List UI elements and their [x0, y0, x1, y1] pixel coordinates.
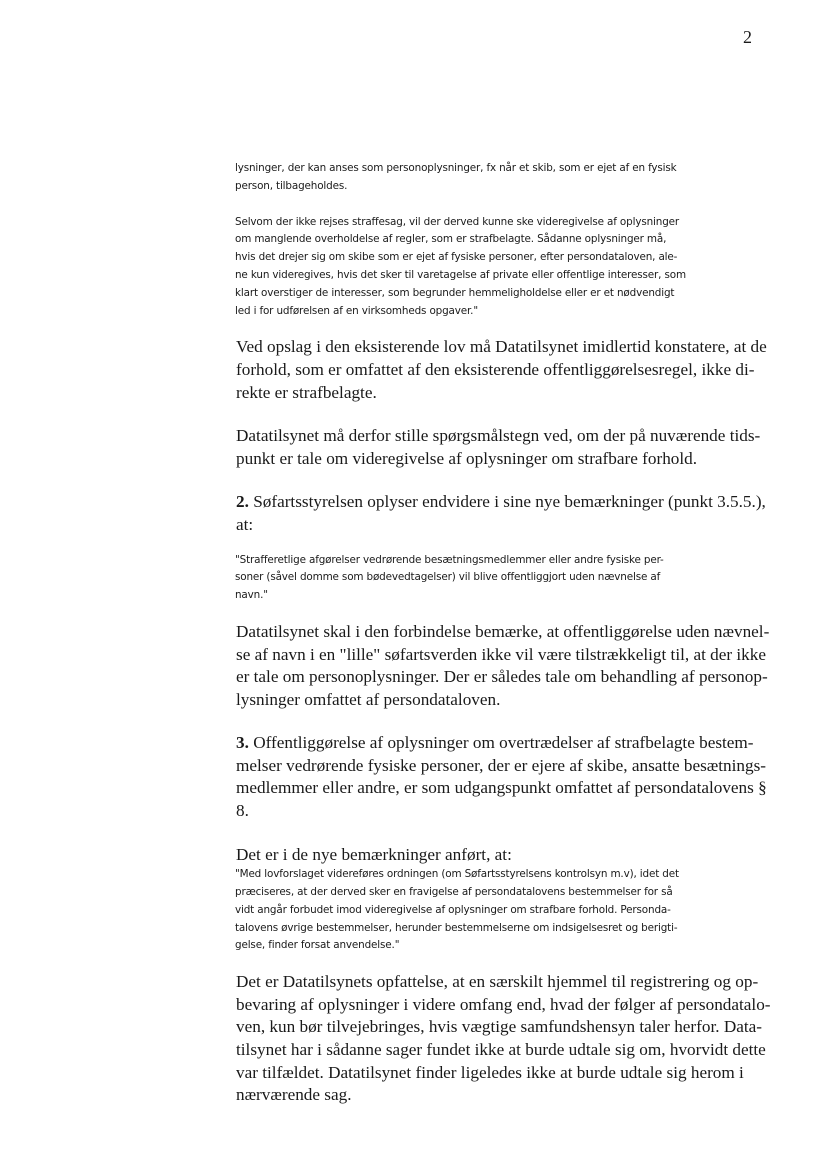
text-line: talovens øvrige bestemmelser, herunder bestemmelserne om indsigelsesret og berigti- [235, 921, 678, 934]
text-run: Søfartsstyrelsen oplyser endvidere i sine nye bemærkninger (punkt 3.5.5.), [248, 492, 766, 512]
text-line: rekte er strafbelagte. [236, 382, 377, 402]
text-line: melser vedrørende fysiske personer, der er ejere af skibe, ansatte besætnings- [236, 755, 767, 775]
text-line: forhold, som er omfattet af den eksisterende offentliggørelsesregel, ikke di- [236, 359, 755, 379]
paragraph-point-2 [236, 491, 766, 536]
text-line: led i for udførelsen af en virksomheds opgaver." [235, 304, 478, 317]
text-line: nærværende sag. [236, 1085, 352, 1105]
section-number: 3. [236, 733, 249, 753]
text-line: klart overstiger de interesser, som begrunder hemmeligholdelse eller er et nødvendigt [235, 286, 675, 299]
paragraph-lille-soefartsverden [236, 621, 770, 711]
text-line: soner (såvel domme som bødevedtagelser) vil blive offentliggjort uden nævnelse af [235, 571, 661, 584]
paragraph-datatilsynets-opfattelse [236, 971, 771, 1107]
text-line: vidt angår forbudet imod videregivelse af oplysninger om strafbare forhold. Persondа- [235, 903, 671, 916]
text-line: gelse, finder forsat anvendelse." [235, 939, 400, 952]
quote-videregivelse [235, 214, 766, 321]
quote-skib-tilbageholdes [235, 160, 766, 196]
text-line: hvis det drejer sig om skibe som er ejet af fysiske personer, efter persondataloven, ale- [235, 251, 678, 264]
text-line: at: [236, 514, 254, 534]
text-line: se af navn i en "lille" søfartsverden ikke vil være tilstrækkeligt til, at der ikke [236, 644, 767, 664]
text-line: lysninger omfattet af persondataloven. [236, 689, 501, 709]
page-number: 2 [743, 27, 752, 47]
text-line: "Strafferetlige afgørelser vedrørende besætningsmedlemmer eller andre fysiske per- [235, 553, 664, 566]
text-line: bevaring af oplysninger i videre omfang end, hvad der følger af persondatalo- [236, 994, 771, 1014]
text-line: Selvom der ikke rejses straffesag, vil der derved kunne ske videregivelse af oplysninger [235, 215, 680, 228]
paragraph-spoergsmaalstegn [236, 425, 766, 470]
text-line: tilsynet har i sådanne sager fundet ikke at burde udtale sig om, hvorvidt dette [236, 1040, 766, 1060]
text-line: Datatilsynet skal i den forbindelse bemærke, at offentliggørelse uden nævnel- [236, 621, 770, 641]
text-line: om manglende overholdelse af regler, som er strafbelagte. Sådanne oplysninger må, [235, 233, 667, 246]
text-line [236, 732, 766, 755]
text-line: Det er i de nye bemærkninger anført, at: [236, 844, 512, 864]
text-line: 8. [236, 801, 249, 821]
text-line: ven, kun bør tilvejebringes, hvis vægtige samfundshensyn taler herfor. Data- [236, 1017, 763, 1037]
quote-lovforslaget [235, 866, 766, 955]
paragraph-point-3 [236, 732, 766, 822]
text-line: navn." [235, 589, 268, 602]
text-line: var tilfældet. Datatilsynet finder ligeledes ikke at burde udtale sig herom i [236, 1062, 744, 1082]
paragraph-nye-bemaerkninger [236, 844, 766, 867]
text-line: Ved opslag i den eksisterende lov må Datatilsynet imidlertid konstatere, at de [236, 337, 767, 357]
text-line: "Med lovforslaget videreføres ordningen (om Søfartsstyrelsens kontrolsyn m.v), idet det [235, 868, 679, 881]
section-number: 2. [236, 492, 249, 512]
paragraph-eksisterende-lov [236, 336, 766, 404]
text-line: er tale om personoplysninger. Der er således tale om behandling af personop- [236, 667, 768, 687]
text-line: medlemmer eller andre, er som udgangspunkt omfattet af persondatalovens § [236, 778, 767, 798]
text-line: ne kun videregives, hvis det sker til varetagelse af private eller offentlige interesser, som [235, 268, 686, 281]
document-body [235, 160, 771, 1107]
text-line: lysninger, der kan anses som personoplysninger, fx når et skib, som er ejet af en fysisk [235, 162, 677, 174]
text-line: Datatilsynet må derfor stille spørgsmålstegn ved, om der på nuværende tids- [236, 426, 761, 446]
text-line: præciseres, at der derved sker en fravigelse af persondatalovens bestemmelser for så [235, 886, 673, 899]
quote-strafferetlige-afgoerelser [235, 552, 766, 605]
text-run: Offentliggørelse af oplysninger om overtrædelser af strafbelagte bestem- [248, 733, 754, 753]
text-line: Det er Datatilsynets opfattelse, at en særskilt hjemmel til registrering og op- [236, 972, 759, 992]
text-line [236, 491, 766, 514]
text-line: punkt er tale om videregivelse af oplysninger om strafbare forhold. [236, 448, 698, 468]
text-line: person, tilbageholdes. [235, 179, 348, 192]
